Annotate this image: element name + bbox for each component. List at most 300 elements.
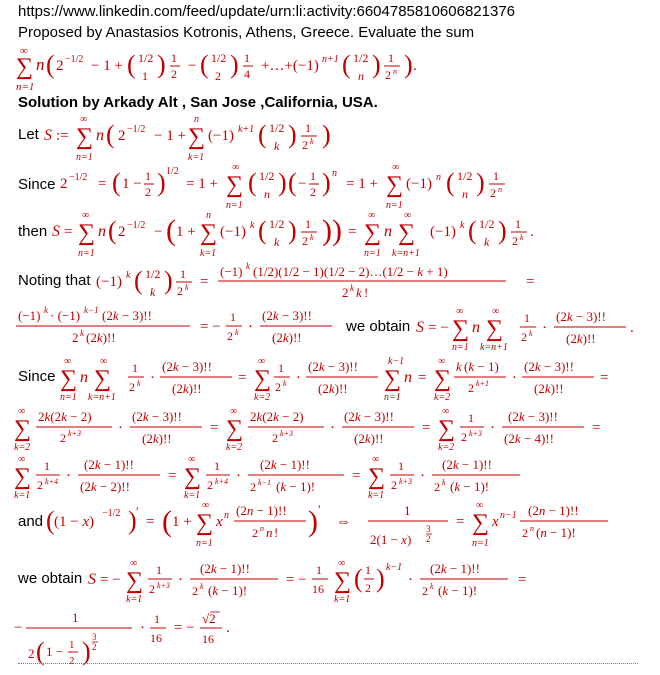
svg-text:=: = xyxy=(238,370,247,386)
svg-text:∑: ∑ xyxy=(334,568,352,594)
svg-text:∞: ∞ xyxy=(64,356,72,367)
svg-text:1: 1 xyxy=(142,69,148,83)
svg-text:.: . xyxy=(226,620,230,636)
svg-text:−1/2: −1/2 xyxy=(127,220,146,231)
svg-text:∞: ∞ xyxy=(404,210,412,221)
svg-text:k−1: k−1 xyxy=(258,478,271,487)
svg-text:2: 2 xyxy=(56,58,64,74)
svg-text:(: ( xyxy=(342,50,351,79)
svg-text:k: k xyxy=(126,270,131,281)
svg-text:(: ( xyxy=(468,216,477,245)
svg-text:n: n xyxy=(472,319,480,336)
svg-text:=: = xyxy=(348,224,357,240)
svg-text:+…+(−1): +…+(−1) xyxy=(261,58,319,74)
svg-text:∑: ∑ xyxy=(434,366,452,392)
svg-text:2: 2 xyxy=(118,128,126,144)
svg-text:n=1: n=1 xyxy=(76,152,93,163)
svg-text:k: k xyxy=(200,582,204,591)
svg-text:): ) xyxy=(372,50,381,79)
svg-text:∞: ∞ xyxy=(338,558,346,569)
svg-text:2: 2 xyxy=(28,646,35,661)
svg-text:16: 16 xyxy=(150,631,162,645)
svg-text:(k − 1): (k − 1) xyxy=(464,359,499,374)
svg-text:1/2: 1/2 xyxy=(479,217,495,231)
svg-text:): ) xyxy=(288,216,297,245)
svg-text:n: n xyxy=(194,114,199,125)
svg-text:= 1 +: = 1 + xyxy=(346,176,378,192)
svg-text:n−1: n−1 xyxy=(500,510,517,521)
svg-text:): ) xyxy=(278,168,287,197)
svg-text:∑: ∑ xyxy=(94,366,112,392)
svg-text:∑: ∑ xyxy=(184,464,202,490)
svg-text:k=n+1: k=n+1 xyxy=(480,342,508,352)
svg-text:(2k − 3)!!: (2k − 3)!! xyxy=(308,359,358,374)
svg-text:(2k − 3)!!: (2k − 3)!! xyxy=(524,359,574,374)
svg-text:k: k xyxy=(44,305,48,315)
svg-text:16: 16 xyxy=(202,632,214,646)
svg-text:1: 1 xyxy=(214,459,220,473)
svg-text:(: ( xyxy=(108,216,117,245)
word-since: Since xyxy=(18,176,56,193)
svg-text:(2k − 3)!!: (2k − 3)!! xyxy=(344,409,394,424)
svg-text:1: 1 xyxy=(72,610,79,625)
svg-text:∞: ∞ xyxy=(492,306,500,317)
svg-text:k=1: k=1 xyxy=(200,248,217,259)
word-since-2: Since xyxy=(18,368,56,385)
svg-text:∑: ∑ xyxy=(60,366,78,392)
svg-text:(: ( xyxy=(288,168,297,197)
svg-text:S: S xyxy=(44,127,52,144)
svg-text:′: ′ xyxy=(318,502,321,517)
svg-text:∑: ∑ xyxy=(188,124,206,150)
svg-text:1: 1 xyxy=(305,217,311,231)
svg-text:∑: ∑ xyxy=(384,366,402,392)
svg-text:2: 2 xyxy=(60,176,68,192)
svg-text:= −: = − xyxy=(428,320,449,336)
svg-text:=: = xyxy=(592,420,601,436)
svg-text:− 1 +: − 1 + xyxy=(154,128,186,144)
svg-text:2: 2 xyxy=(215,69,221,83)
svg-text:= −: = − xyxy=(286,572,307,588)
svg-text:1 +: 1 + xyxy=(172,514,192,530)
svg-text:k+3: k+3 xyxy=(469,429,482,438)
svg-text:S: S xyxy=(88,571,96,588)
svg-text:n: n xyxy=(98,223,106,240)
svg-text:1: 1 xyxy=(132,361,138,375)
svg-text:= −: = − xyxy=(100,572,121,588)
svg-text:∑: ∑ xyxy=(226,416,244,442)
svg-text:S: S xyxy=(52,223,60,240)
svg-text:2: 2 xyxy=(37,478,43,492)
word-then: then xyxy=(18,223,48,240)
svg-text:k+3: k+3 xyxy=(68,429,81,438)
svg-text:n: n xyxy=(264,187,270,201)
svg-text:1: 1 xyxy=(404,503,411,518)
svg-text:2: 2 xyxy=(69,655,75,667)
svg-text:(: ( xyxy=(258,120,267,149)
svg-text:(: ( xyxy=(106,120,115,149)
svg-text:·: · xyxy=(150,370,155,386)
svg-text:−1/2: −1/2 xyxy=(102,508,121,519)
svg-text:n=1: n=1 xyxy=(78,248,95,259)
svg-text:∞: ∞ xyxy=(130,558,138,569)
svg-text:(2k − 3)!!: (2k − 3)!! xyxy=(556,309,606,324)
svg-text:1/2: 1/2 xyxy=(138,51,154,65)
svg-text:(: ( xyxy=(46,50,55,79)
svg-text:=: = xyxy=(600,370,609,386)
equation-result xyxy=(14,602,274,668)
equation-obtain-final xyxy=(88,552,548,608)
svg-text:2: 2 xyxy=(385,68,391,82)
svg-text:k=1: k=1 xyxy=(184,490,201,501)
svg-text:): ) xyxy=(376,564,385,593)
svg-text:n=1: n=1 xyxy=(196,538,213,549)
svg-text:2: 2 xyxy=(275,380,281,394)
svg-text:(2k)!!: (2k)!! xyxy=(534,381,564,396)
svg-text:1/2: 1/2 xyxy=(269,217,285,231)
svg-text:n: n xyxy=(224,510,229,521)
svg-text:(: ( xyxy=(166,214,176,247)
svg-text:−: − xyxy=(154,224,163,240)
svg-text:·: · xyxy=(330,420,335,436)
svg-text:(2k − 3)!!: (2k − 3)!! xyxy=(262,308,312,323)
svg-text:n: n xyxy=(498,185,502,194)
svg-text:k: k xyxy=(250,220,255,231)
svg-text:n=1: n=1 xyxy=(226,200,243,211)
problem-equation xyxy=(14,40,534,96)
word-we-obtain-2: we obtain xyxy=(18,570,83,587)
svg-text:∞: ∞ xyxy=(392,162,400,173)
svg-text:·: · xyxy=(296,370,301,386)
svg-text:16: 16 xyxy=(312,582,324,596)
svg-text:2: 2 xyxy=(521,330,527,344)
svg-text:(k − 1)!: (k − 1)! xyxy=(208,583,248,598)
svg-text:(2k − 1)!!: (2k − 1)!! xyxy=(430,561,480,576)
svg-text:k: k xyxy=(350,283,354,293)
svg-text:2: 2 xyxy=(60,431,66,445)
svg-text:n: n xyxy=(36,55,45,74)
svg-text:∞: ∞ xyxy=(20,45,28,57)
source-url[interactable]: https://www.linkedin.com/feed/update/urn:li:activity:6604785810606821376 xyxy=(18,3,515,20)
svg-text:·: · xyxy=(140,620,145,636)
svg-text:k+3: k+3 xyxy=(157,581,170,590)
svg-text:n=1: n=1 xyxy=(472,538,489,549)
word-let: Let xyxy=(18,126,39,143)
svg-text:k+4: k+4 xyxy=(45,477,58,486)
svg-text:∑: ∑ xyxy=(196,510,214,536)
svg-text:k: k xyxy=(460,220,465,231)
svg-text:)): )) xyxy=(322,214,342,247)
svg-text:(2k)!!: (2k)!! xyxy=(172,381,202,396)
svg-text:2: 2 xyxy=(129,380,135,394)
svg-text:∞: ∞ xyxy=(100,356,108,367)
svg-text:(−1): (−1) xyxy=(220,224,246,240)
svg-text:∑: ∑ xyxy=(364,220,382,246)
svg-text:(2k)!!: (2k)!! xyxy=(142,431,172,446)
svg-text:=: = xyxy=(64,224,73,240)
svg-text:n+1: n+1 xyxy=(322,54,339,65)
svg-text:(: ( xyxy=(36,637,45,666)
svg-text:2: 2 xyxy=(522,526,528,540)
svg-text:(: ( xyxy=(354,564,363,593)
svg-text:(k − 1)!: (k − 1)! xyxy=(276,479,316,494)
svg-text:k: k xyxy=(246,261,250,271)
svg-text:1 −: 1 − xyxy=(122,176,142,192)
svg-text:n: n xyxy=(266,525,273,540)
svg-text:1/2: 1/2 xyxy=(166,166,179,177)
svg-text:⇔: ⇔ xyxy=(336,514,351,530)
svg-text:k: k xyxy=(185,283,189,292)
svg-text:.: . xyxy=(530,224,534,240)
svg-text:k: k xyxy=(520,233,524,242)
svg-text:∑: ∑ xyxy=(16,54,34,80)
svg-text:): ) xyxy=(128,506,137,535)
svg-text:∞: ∞ xyxy=(202,500,210,511)
svg-text:k: k xyxy=(80,328,84,338)
svg-text:k+1: k+1 xyxy=(238,124,255,135)
svg-text:k: k xyxy=(150,285,156,299)
svg-text:2: 2 xyxy=(342,285,349,300)
svg-text:=: = xyxy=(98,176,107,192)
svg-text:2: 2 xyxy=(118,224,126,240)
svg-text:(2k − 1)!!: (2k − 1)!! xyxy=(84,457,134,472)
svg-text:.: . xyxy=(630,320,634,336)
svg-text:2: 2 xyxy=(92,642,97,652)
svg-text:n: n xyxy=(80,369,88,386)
equation-derivative xyxy=(46,496,626,556)
svg-text:k: k xyxy=(274,235,280,249)
svg-text:= 1 +: = 1 + xyxy=(186,176,218,192)
svg-text:∞: ∞ xyxy=(18,406,26,417)
svg-text:(2k)!!: (2k)!! xyxy=(272,330,302,345)
svg-text:2: 2 xyxy=(192,584,198,598)
svg-text:n: n xyxy=(384,223,392,240)
svg-text:n=1: n=1 xyxy=(384,392,401,403)
svg-text:): ) xyxy=(404,50,413,79)
svg-text:·: · xyxy=(66,468,71,484)
svg-text:2: 2 xyxy=(72,330,79,345)
svg-text:k=1: k=1 xyxy=(126,594,143,605)
svg-text:∑: ∑ xyxy=(386,172,404,198)
svg-text:(1 − x): (1 − x) xyxy=(54,514,95,530)
svg-text:∑: ∑ xyxy=(254,366,272,392)
svg-text:(: ( xyxy=(112,168,121,197)
svg-text::=: := xyxy=(56,128,69,144)
svg-text:2: 2 xyxy=(365,581,371,595)
svg-text:3: 3 xyxy=(92,632,97,642)
svg-text:=: = xyxy=(200,274,209,290)
equation-since-sum-a xyxy=(60,350,660,406)
svg-text:∑: ∑ xyxy=(78,220,96,246)
svg-text:∑: ∑ xyxy=(126,568,144,594)
svg-text:k−1: k−1 xyxy=(84,305,99,315)
svg-text:n: n xyxy=(96,127,104,144)
svg-text:1: 1 xyxy=(145,169,151,183)
svg-text:∑: ∑ xyxy=(398,220,416,246)
svg-text:1/2: 1/2 xyxy=(145,267,161,281)
svg-text:n=1: n=1 xyxy=(60,392,77,403)
svg-text:(2k)!!: (2k)!! xyxy=(354,431,384,446)
svg-text:·: · xyxy=(178,572,183,588)
svg-text:· (−1): · (−1) xyxy=(50,308,81,323)
svg-text:·: · xyxy=(512,370,517,386)
svg-text:−: − xyxy=(14,620,23,636)
svg-text:·: · xyxy=(542,320,547,336)
svg-text:2: 2 xyxy=(302,138,308,152)
svg-text:): ) xyxy=(322,120,331,149)
svg-text:): ) xyxy=(308,505,318,538)
svg-text:=: = xyxy=(526,274,535,290)
svg-text:): ) xyxy=(157,50,166,79)
svg-text:2: 2 xyxy=(391,478,397,492)
svg-text:4: 4 xyxy=(244,67,250,81)
svg-text:(−1): (−1) xyxy=(430,224,456,240)
svg-text:2: 2 xyxy=(171,67,177,81)
svg-text:1: 1 xyxy=(316,563,322,577)
svg-text:2: 2 xyxy=(272,431,278,445)
svg-text:k=1: k=1 xyxy=(188,152,205,163)
svg-text:2: 2 xyxy=(426,534,431,544)
svg-text:2: 2 xyxy=(434,480,440,494)
svg-text:=: = xyxy=(418,370,427,386)
svg-text:n: n xyxy=(358,69,364,83)
svg-text:∞: ∞ xyxy=(188,454,196,465)
svg-text:(: ( xyxy=(248,168,257,197)
svg-text:n=1: n=1 xyxy=(452,342,469,352)
svg-text:2: 2 xyxy=(422,584,428,598)
svg-text:(: ( xyxy=(162,505,172,538)
svg-text:k=1: k=1 xyxy=(368,490,385,501)
svg-text:k: k xyxy=(235,328,239,337)
svg-text:1: 1 xyxy=(171,51,177,65)
svg-text:1: 1 xyxy=(305,121,311,135)
svg-text:): ) xyxy=(322,168,331,197)
svg-text:(2k − 2)!!: (2k − 2)!! xyxy=(80,479,130,494)
svg-text:(2n − 1)!!: (2n − 1)!! xyxy=(236,503,287,518)
svg-text:k=1: k=1 xyxy=(334,594,351,605)
svg-text:n: n xyxy=(404,369,412,386)
equation-then-s xyxy=(52,206,612,262)
svg-text:S: S xyxy=(416,319,424,336)
svg-text:2: 2 xyxy=(250,480,256,494)
svg-text:k=n+1: k=n+1 xyxy=(392,248,420,259)
svg-text:1: 1 xyxy=(515,217,521,231)
svg-text:2k(2k − 2): 2k(2k − 2) xyxy=(38,409,92,424)
svg-text:k−1: k−1 xyxy=(388,356,405,367)
svg-text:−1/2: −1/2 xyxy=(69,172,88,183)
svg-text:·: · xyxy=(420,468,425,484)
svg-text:k: k xyxy=(310,137,314,146)
svg-text:k+3: k+3 xyxy=(280,429,293,438)
svg-text:!: ! xyxy=(274,525,279,540)
svg-text:1: 1 xyxy=(310,169,316,183)
svg-text:(: ( xyxy=(446,168,455,197)
svg-text:n: n xyxy=(206,210,211,221)
svg-text:∑: ∑ xyxy=(14,416,32,442)
svg-text:.: . xyxy=(413,58,417,74)
svg-text:k: k xyxy=(529,329,533,338)
svg-text:1: 1 xyxy=(278,361,284,375)
word-and: and xyxy=(18,513,44,530)
svg-text:2: 2 xyxy=(177,284,183,298)
svg-text:k: k xyxy=(442,478,446,487)
svg-text:1 +: 1 + xyxy=(176,224,196,240)
svg-text:1: 1 xyxy=(156,563,162,577)
svg-text:∞: ∞ xyxy=(368,210,376,221)
svg-text:∑: ∑ xyxy=(438,416,456,442)
svg-text:·: · xyxy=(236,468,241,484)
svg-text:∞: ∞ xyxy=(438,356,446,367)
svg-text:=: = xyxy=(168,468,177,484)
svg-text:2k(2k − 2): 2k(2k − 2) xyxy=(250,409,304,424)
svg-text:1: 1 xyxy=(365,563,371,577)
svg-text:x: x xyxy=(492,514,499,530)
svg-text:2: 2 xyxy=(227,329,233,343)
svg-text:=: = xyxy=(422,420,431,436)
svg-text:(−1): (−1) xyxy=(406,176,432,192)
svg-text:1: 1 xyxy=(388,51,394,65)
svg-text:(2k − 1)!!: (2k − 1)!! xyxy=(260,457,310,472)
page-divider xyxy=(18,663,638,664)
svg-text:(: ( xyxy=(134,266,143,295)
svg-text:−1/2: −1/2 xyxy=(127,124,146,135)
svg-text:): ) xyxy=(82,637,91,666)
svg-text:1: 1 xyxy=(230,310,236,324)
word-we-obtain-1: we obtain xyxy=(346,318,411,335)
svg-text:n: n xyxy=(332,168,337,179)
svg-text:(2n − 1)!!: (2n − 1)!! xyxy=(528,503,579,518)
svg-text:∞: ∞ xyxy=(456,306,464,317)
svg-text:2: 2 xyxy=(461,430,467,444)
svg-text:2: 2 xyxy=(145,185,151,199)
svg-text:(2k − 3)!!: (2k − 3)!! xyxy=(508,409,558,424)
svg-text:∞: ∞ xyxy=(372,454,380,465)
svg-text:1/2: 1/2 xyxy=(211,51,227,65)
svg-text:k+1: k+1 xyxy=(476,379,489,388)
svg-text:(n − 1)!: (n − 1)! xyxy=(536,525,576,540)
svg-text:∑: ∑ xyxy=(76,124,94,150)
svg-text:k: k xyxy=(456,359,462,374)
svg-text:k+4: k+4 xyxy=(215,477,228,486)
svg-text:(2k)!!: (2k)!! xyxy=(318,381,348,396)
svg-text:∞: ∞ xyxy=(442,406,450,417)
svg-text:): ) xyxy=(230,50,239,79)
svg-text:2(1 − x): 2(1 − x) xyxy=(370,532,412,547)
svg-text:−: − xyxy=(188,58,197,74)
svg-text:k: k xyxy=(356,285,362,300)
svg-text:(: ( xyxy=(258,216,267,245)
svg-text:(: ( xyxy=(127,50,136,79)
svg-text:1/2: 1/2 xyxy=(269,121,285,135)
svg-text:n: n xyxy=(530,524,534,533)
svg-text:k+3: k+3 xyxy=(399,477,412,486)
svg-text:(−1): (−1) xyxy=(96,274,122,290)
svg-text:(: ( xyxy=(200,50,209,79)
word-noting-that: Noting that xyxy=(18,272,91,289)
svg-text:∞: ∞ xyxy=(82,210,90,221)
svg-text:1: 1 xyxy=(69,639,75,651)
svg-text:k: k xyxy=(430,582,434,591)
svg-text:1: 1 xyxy=(398,459,404,473)
svg-text:(k − 1)!: (k − 1)! xyxy=(438,583,478,598)
svg-text:1: 1 xyxy=(44,459,50,473)
svg-text:∑: ∑ xyxy=(368,464,386,490)
svg-text:1/2: 1/2 xyxy=(259,169,275,183)
svg-text:1/2: 1/2 xyxy=(457,169,473,183)
svg-text:k=2: k=2 xyxy=(14,442,31,453)
svg-text:): ) xyxy=(288,120,297,149)
svg-text:(2k − 3)!!: (2k − 3)!! xyxy=(162,359,212,374)
